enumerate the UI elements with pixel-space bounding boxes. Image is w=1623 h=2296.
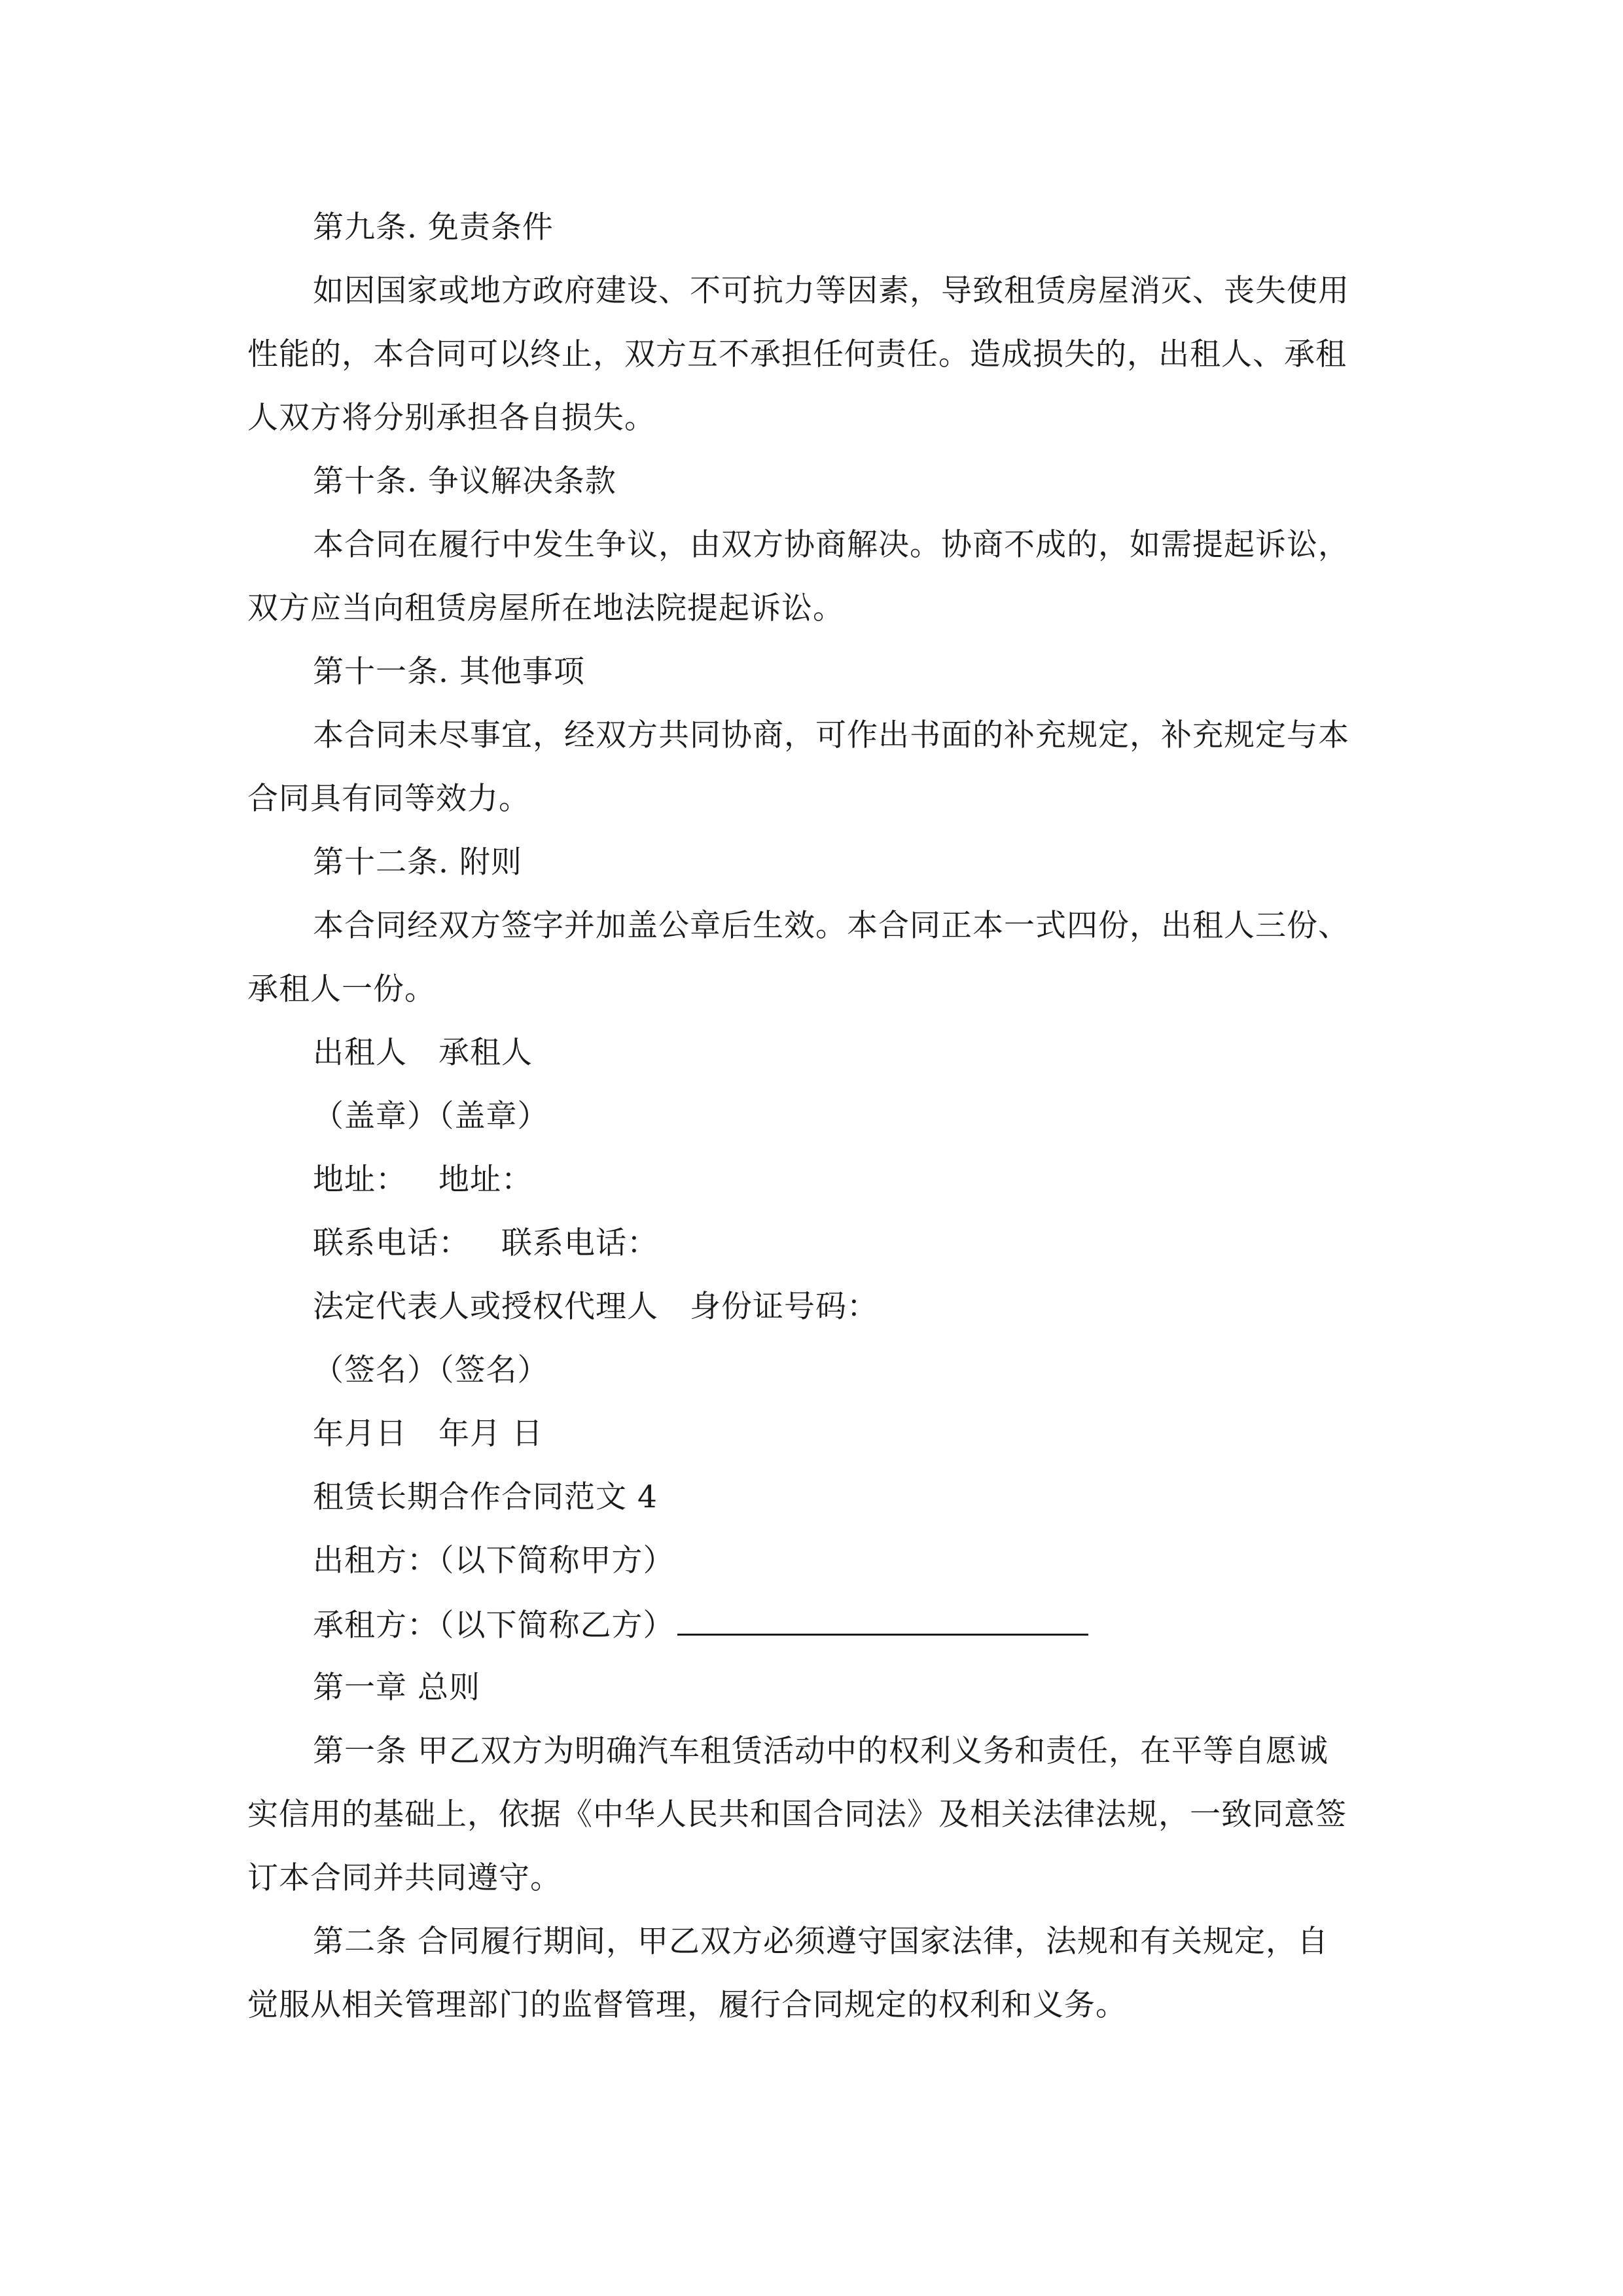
paragraph-line: 性能的，本合同可以终止，双方互不承担任何责任。造成损失的，出租人、承租 xyxy=(247,336,1347,372)
address-row xyxy=(313,1160,533,1200)
lessee-party-label: 承租方：（以下简称乙方） xyxy=(313,1607,675,1643)
paragraph-line: 如因国家或地方政府建设、不可抗力等因素，导致租赁房屋消灭、丧失使用 xyxy=(313,273,1349,309)
paragraph-line: 本合同在履行中发生争议，由双方协商解决。协商不成的，如需提起诉讼， xyxy=(313,527,1349,563)
paragraph-line: 本合同经双方签字并加盖公章后生效。本合同正本一式四份，出租人三份、 xyxy=(313,908,1349,944)
paragraph-line: 觉服从相关管理部门的监督管理，履行合同规定的权利和义务。 xyxy=(247,1987,1127,2023)
paragraph-line: 人双方将分别承担各自损失。 xyxy=(247,400,656,436)
phone-row xyxy=(313,1224,658,1263)
article-12-heading: 第十二条. 附则 xyxy=(313,844,522,880)
phone-field: 联系电话： xyxy=(501,1225,658,1261)
address-field: 地址： xyxy=(313,1162,407,1198)
sign-field: （签名） xyxy=(438,1352,549,1388)
article-9-heading: 第九条. 免责条件 xyxy=(313,209,554,245)
blank-underline xyxy=(677,1605,1088,1636)
paragraph-line: 实信用的基础上，依据《中华人民共和国合同法》及相关法律法规，一致同意签 xyxy=(247,1797,1347,1833)
paragraph-line: 订本合同并共同遵守。 xyxy=(247,1860,562,1896)
representative-field: 法定代表人或授权代理人 xyxy=(313,1289,658,1325)
paragraph-line: 承租人一份。 xyxy=(247,971,436,1007)
date-row xyxy=(313,1414,543,1454)
paragraph-line: 合同具有同等效力。 xyxy=(247,781,530,817)
date-field: 年月 日 xyxy=(438,1416,543,1452)
paragraph-line: 第二条 合同履行期间，甲乙双方必须遵守国家法律，法规和有关规定，自 xyxy=(313,1924,1329,1960)
sign-row xyxy=(313,1351,549,1390)
paragraph-line: 第一条 甲乙双方为明确汽车租赁活动中的权利义务和责任，在平等自愿诚 xyxy=(313,1733,1329,1769)
lessee-party-line xyxy=(313,1605,1088,1644)
id-number-field: 身份证号码： xyxy=(690,1289,878,1325)
paragraph-line: 双方应当向租赁房屋所在地法院提起诉讼。 xyxy=(247,590,844,626)
lessor-label: 出租人 xyxy=(313,1035,407,1071)
lessee-label: 承租人 xyxy=(438,1035,533,1071)
phone-field: 联系电话： xyxy=(313,1225,470,1261)
seal-field: （盖章） xyxy=(438,1098,549,1134)
lessor-party-line: 出租方：（以下简称甲方） xyxy=(313,1543,675,1579)
signature-parties-row xyxy=(313,1033,533,1073)
contract-4-title: 租赁长期合作合同范文 4 xyxy=(313,1479,658,1515)
article-11-heading: 第十一条. 其他事项 xyxy=(313,654,585,690)
representative-row xyxy=(313,1287,878,1327)
seal-field: （盖章） xyxy=(313,1098,438,1134)
chapter-1-heading: 第一章 总则 xyxy=(313,1670,480,1706)
article-10-heading: 第十条. 争议解决条款 xyxy=(313,463,616,499)
seal-row xyxy=(313,1097,549,1136)
sign-field: （签名） xyxy=(313,1352,438,1388)
date-field: 年月日 xyxy=(313,1416,407,1452)
paragraph-line: 本合同未尽事宜，经双方共同协商，可作出书面的补充规定，补充规定与本 xyxy=(313,717,1349,753)
address-field: 地址： xyxy=(438,1162,533,1198)
